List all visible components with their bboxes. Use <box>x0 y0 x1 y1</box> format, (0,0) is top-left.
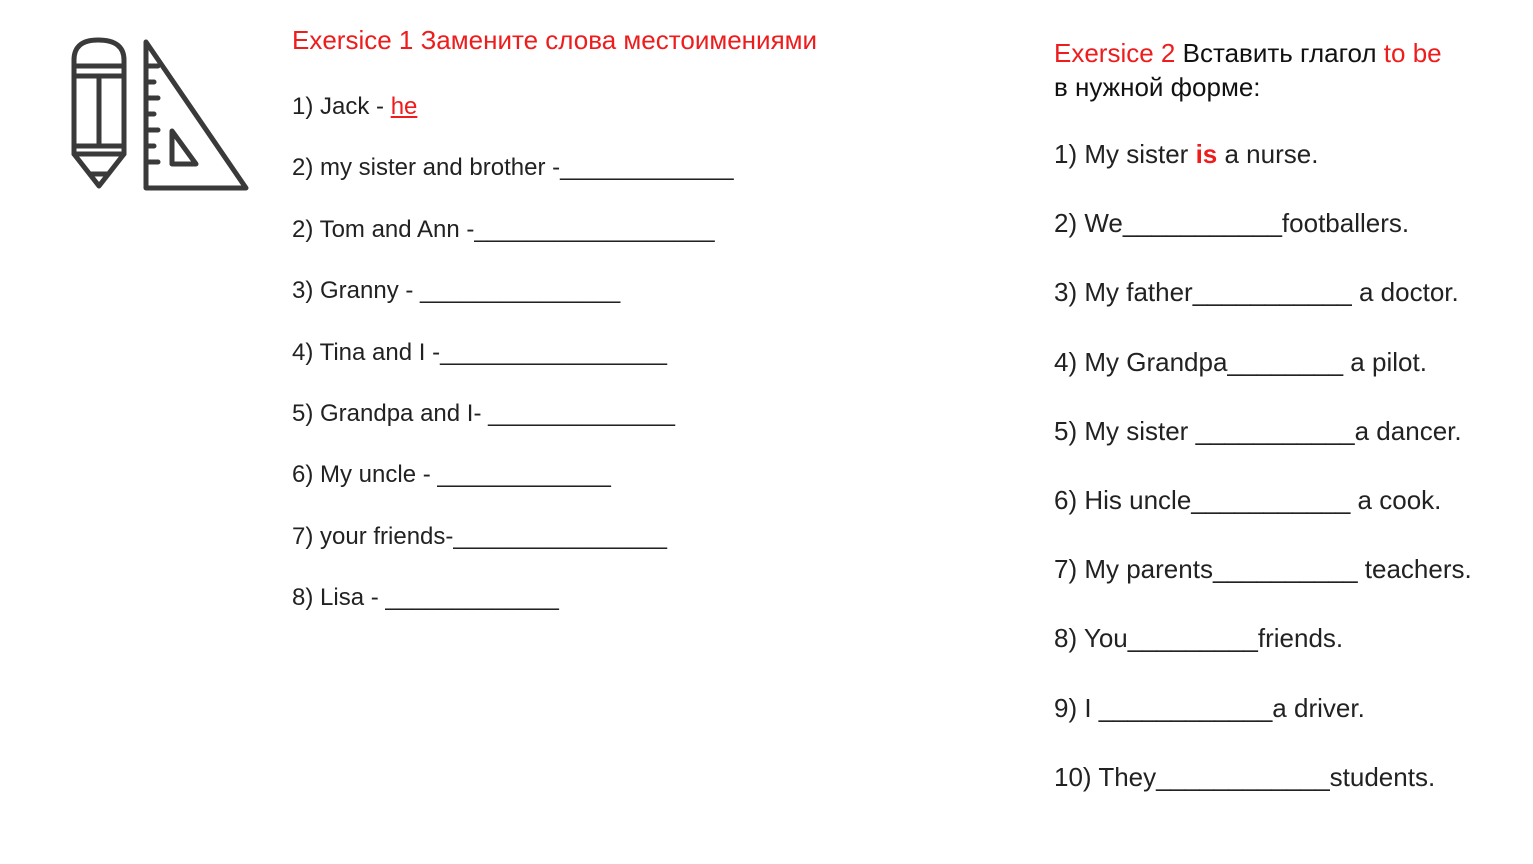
exercise1-item <box>292 92 734 153</box>
exercise1-item: 2) my sister and brother -_____________ <box>292 154 734 182</box>
exercise1-item: 8) Lisa - _____________ <box>292 584 559 612</box>
exercise2-item: 2) We___________footballers. <box>1054 208 1410 239</box>
exercise2-answer: is <box>1195 139 1218 169</box>
exercise2-title-label: Exersice 2 <box>1054 38 1176 68</box>
exercise1-list <box>292 92 734 645</box>
exercise2-title-verb: to be <box>1383 38 1442 68</box>
exercise2-title-line2: в нужной форме: <box>1054 72 1261 102</box>
pencil-ruler-icon <box>66 36 254 196</box>
exercise2-item: 10) They____________students. <box>1054 761 1436 792</box>
exercise2-list <box>1054 138 1472 830</box>
exercise2-item: 6) His uncle___________ a cook. <box>1054 484 1442 515</box>
exercise1-item: 3) Granny - _______________ <box>292 277 621 305</box>
exercise2-item: 5) My sister ___________a dancer. <box>1054 415 1462 446</box>
exercise2-item-after: a nurse. <box>1217 139 1319 169</box>
exercise1-answer: he <box>390 93 418 120</box>
exercise1-item-prefix: 1) Jack - <box>292 93 391 120</box>
exercise2-item: 7) My parents__________ teachers. <box>1054 554 1472 585</box>
exercise1-item: 6) My uncle - _____________ <box>292 461 611 489</box>
exercise2-item: 8) You_________friends. <box>1054 623 1344 654</box>
exercise2-item <box>1054 138 1472 207</box>
exercise2-item: 3) My father___________ a doctor. <box>1054 277 1459 308</box>
exercise1-item: 7) your friends-________________ <box>292 522 667 550</box>
exercise2-title-instruction: Вставить глагол <box>1175 38 1384 68</box>
exercise2-item-before: 1) My sister <box>1054 139 1196 169</box>
exercise2-title <box>1054 36 1442 104</box>
exercise1-title: Exersice 1 Замените слова местоимениями <box>292 25 818 55</box>
exercise1-item: 2) Tom and Ann -__________________ <box>292 215 715 243</box>
exercise1-item: 5) Grandpa and I- ______________ <box>292 399 675 427</box>
exercise2-item: 4) My Grandpa________ a pilot. <box>1054 346 1427 377</box>
exercise2-item: 9) I ____________a driver. <box>1054 692 1365 723</box>
exercise1-item: 4) Tina and I -_________________ <box>292 338 667 366</box>
